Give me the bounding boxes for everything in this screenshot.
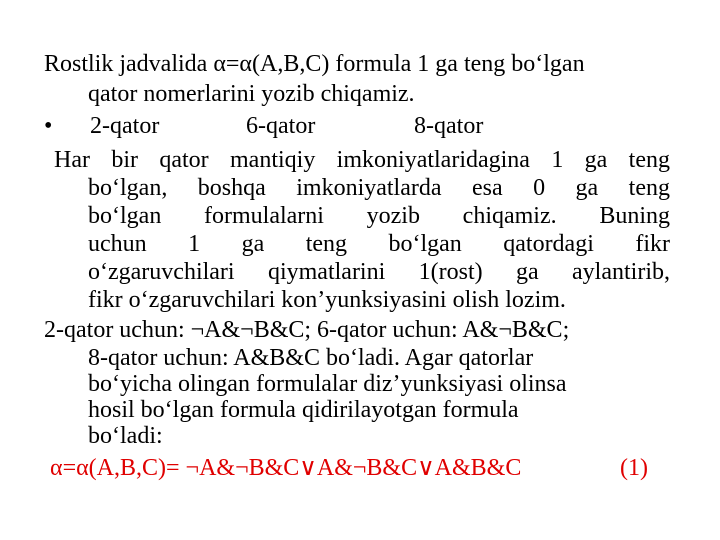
explanation-line-3: bo‘lgan formulalarni yozib chiqamiz. Buning	[88, 203, 670, 229]
explanation-line-1: Har bir qator mantiqiy imkoniyatlaridagina 1 ga teng	[54, 147, 670, 173]
row-label-2: 2-qator	[90, 113, 160, 139]
row-formulas-line-3: bo‘yicha olingan formulalar diz’yunksiyasi olinsa	[88, 371, 567, 397]
explanation-line-4: uchun 1 ga teng bo‘lgan qatordagi fikr	[88, 231, 670, 257]
explanation-line-6: fikr o‘zgaruvchilari kon’yunksiyasini olish lozim.	[88, 287, 566, 313]
formula-number: (1)	[620, 455, 648, 481]
row-label-6: 6-qator	[246, 113, 316, 139]
explanation-line-5: o‘zgaruvchilari qiymatlarini 1(rost) ga aylantirib,	[88, 259, 670, 285]
bullet-icon: •	[44, 113, 53, 139]
explanation-line-2: bo‘lgan, boshqa imkoniyatlarda esa 0 ga teng	[88, 175, 670, 201]
intro-line-1: Rostlik jadvalida α=α(A,B,C) formula 1 ga teng bo‘lgan	[44, 51, 585, 77]
row-formulas-line-2: 8-qator uchun: A&B&C bo‘ladi. Agar qatorlar	[88, 345, 534, 371]
row-formulas-line-4: hosil bo‘lgan formula qidirilayotgan formula	[88, 397, 519, 423]
intro-line-2: qator nomerlarini yozib chiqamiz.	[88, 81, 415, 107]
row-formulas-line-1: 2-qator uchun: ¬A&¬B&C; 6-qator uchun: A&¬B&C;	[44, 317, 570, 343]
row-formulas-line-5: bo‘ladi:	[88, 423, 163, 449]
row-label-8: 8-qator	[414, 113, 484, 139]
final-formula: α=α(A,B,C)= ¬A&¬B&C∨A&¬B&C∨A&B&C	[50, 455, 522, 481]
